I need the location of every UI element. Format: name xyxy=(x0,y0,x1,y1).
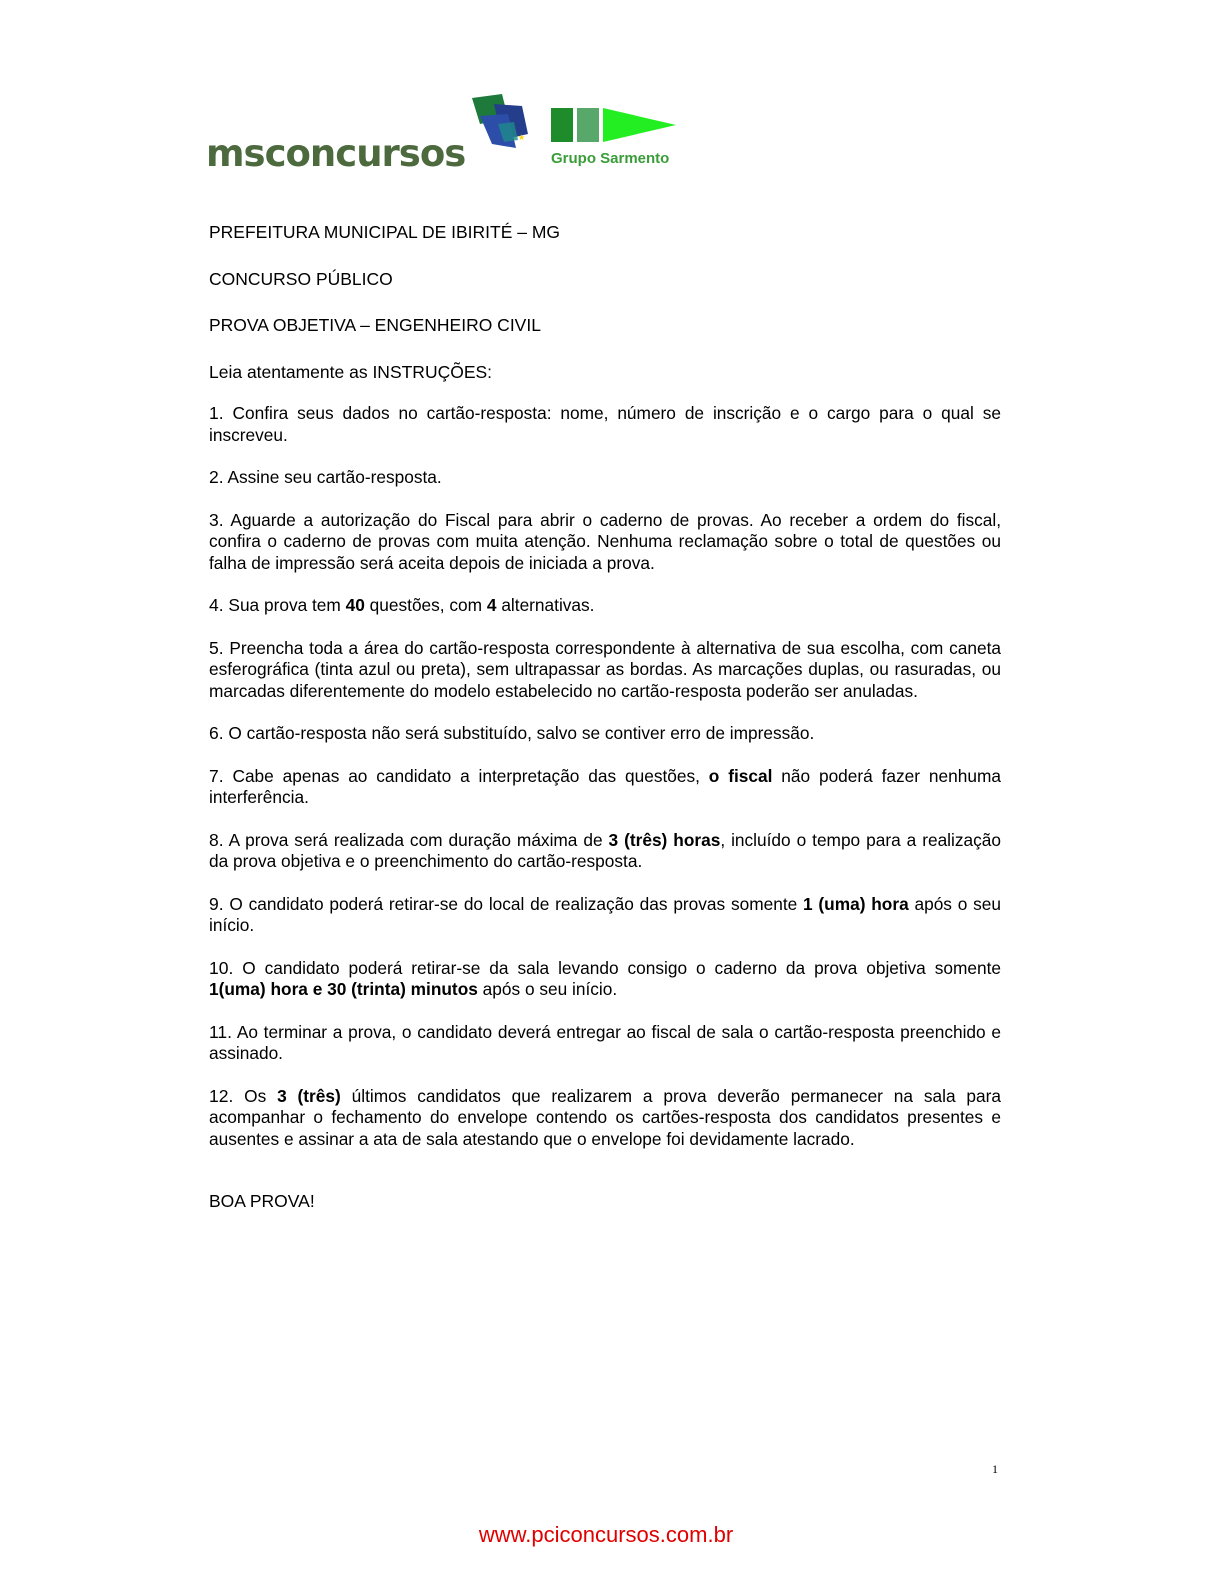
instruction-6 xyxy=(209,723,1001,745)
instruction-number: 2. xyxy=(209,467,224,487)
closing-text: BOA PROVA! xyxy=(209,1191,315,1211)
instruction-text: Confira seus dados no cartão-resposta: nome, número de inscrição e o cargo para o qual se inscreveu. xyxy=(209,403,1001,445)
question-count: 40 xyxy=(345,595,365,615)
instruction-text: O candidato poderá retirar-se do local de realização das provas somente xyxy=(229,893,798,914)
instruction-number: 10. xyxy=(209,957,234,978)
instruction-text: Assine seu cartão-resposta. xyxy=(227,467,442,487)
flag-icon xyxy=(458,94,530,154)
page-number: 1 xyxy=(992,1462,998,1476)
instruction-text: não poderá fazer nenhuma interferência. xyxy=(209,765,1001,807)
instruction-text: após o seu início. xyxy=(209,893,1001,935)
instruction-text: questões, com xyxy=(369,595,483,615)
footer-url: www.pciconcursos.com.br xyxy=(478,1522,734,1547)
instruction-text: após o seu início. xyxy=(482,979,618,999)
instruction-number: 5. xyxy=(209,637,224,658)
instruction-number: 11. xyxy=(209,1021,233,1042)
instruction-number: 4. xyxy=(209,595,224,615)
instruction-number: 8. xyxy=(209,829,224,850)
instruction-text: Aguarde a autorização do Fiscal para abrir o caderno de provas. Ao receber a ordem do fiscal, confira o caderno de provas com muita atenção. Nenhuma reclamação sobre o total de questões ou falha de impressão será aceita depois de iniciada a prova. xyxy=(209,509,1001,573)
instruction-text: A prova será realizada com duração máxima de xyxy=(228,829,603,850)
instruction-8 xyxy=(209,830,1001,873)
instruction-10 xyxy=(209,958,1001,1001)
instruction-11 xyxy=(209,1022,1001,1065)
emphasis-text: o fiscal xyxy=(708,765,773,786)
booklet-leave-time: 1(uma) hora e 30 (trinta) minutos xyxy=(209,979,478,999)
instruction-text: . Os xyxy=(228,1085,267,1106)
instruction-text: alternativas. xyxy=(501,595,595,615)
exam-instructions xyxy=(209,222,1001,1213)
instruction-text: Ao terminar a prova, o candidato deverá entregar ao fiscal de sala o cartão-resposta preenchido e assinado. xyxy=(209,1021,1001,1063)
instruction-number: 9. xyxy=(209,893,224,914)
instructions-heading: Leia atentamente as INSTRUÇÕES: xyxy=(209,361,493,382)
instruction-number: 7. xyxy=(209,765,224,786)
instruction-text: Preencha toda a área do cartão-resposta correspondente à alternativa de sua escolha, com caneta esferográfica (tinta azul ou preta), sem ultrapassar as bordas. As marcações duplas, ou rasuradas, ou marcadas diferentemente do modelo estabelecido no cartão-resposta poderão ser anuladas. xyxy=(209,637,1001,701)
instruction-number: 1. xyxy=(209,403,224,423)
instruction-5 xyxy=(209,638,1001,703)
instruction-4 xyxy=(209,595,1001,617)
exam-title: PROVA OBJETIVA – ENGENHEIRO CIVIL xyxy=(209,315,541,335)
instruction-2 xyxy=(209,467,1001,489)
msconcursos-wordmark: msconcursos xyxy=(206,132,466,175)
municipality-title: PREFEITURA MUNICIPAL DE IBIRITÉ – MG xyxy=(209,222,561,242)
grupo-sarmento-logo xyxy=(551,106,686,174)
header-logos xyxy=(206,94,686,174)
alternatives-count: 4 xyxy=(486,595,497,615)
instruction-number: 3. xyxy=(209,509,224,530)
last-candidates-count: 3 (três) xyxy=(277,1085,341,1106)
svg-text:★: ★ xyxy=(518,133,526,142)
grupo-sarmento-wordmark: Grupo Sarmento xyxy=(551,150,670,167)
instruction-7 xyxy=(209,766,1001,809)
instruction-12 xyxy=(209,1086,1001,1151)
exam-duration: 3 (três) horas xyxy=(608,829,721,850)
contest-title: CONCURSO PÚBLICO xyxy=(209,268,393,289)
sarmento-arrow-icon xyxy=(551,106,676,144)
instruction-text: Sua prova tem xyxy=(228,595,341,615)
instruction-text: O candidato poderá retirar-se da sala levando consigo o caderno da prova objetiva somente xyxy=(242,957,1001,978)
instruction-1 xyxy=(209,403,1001,446)
instruction-number: 6 xyxy=(209,723,219,743)
instruction-text: Cabe apenas ao candidato a interpretação das questões, xyxy=(232,765,700,786)
min-leave-time: 1 (uma) hora xyxy=(803,893,909,914)
msconcursos-logo xyxy=(206,94,526,174)
instruction-text: últimos candidatos que realizarem a prova deverão permanecer na sala para acompanhar o fechamento do envelope contendo os cartões-resposta dos candidatos presentes e ausentes e assinar a ata de sala atestando que o envelope foi devidamente lacrado. xyxy=(209,1085,1002,1149)
instruction-9 xyxy=(209,894,1001,937)
instruction-number: 12 xyxy=(209,1085,229,1106)
instruction-text: , incluído o tempo para a realização da prova objetiva e o preenchimento do cartão-resposta. xyxy=(209,829,1001,871)
instruction-3 xyxy=(209,510,1001,575)
instruction-text: . O cartão-resposta não será substituído, salvo se contiver erro de impressão. xyxy=(218,723,815,743)
